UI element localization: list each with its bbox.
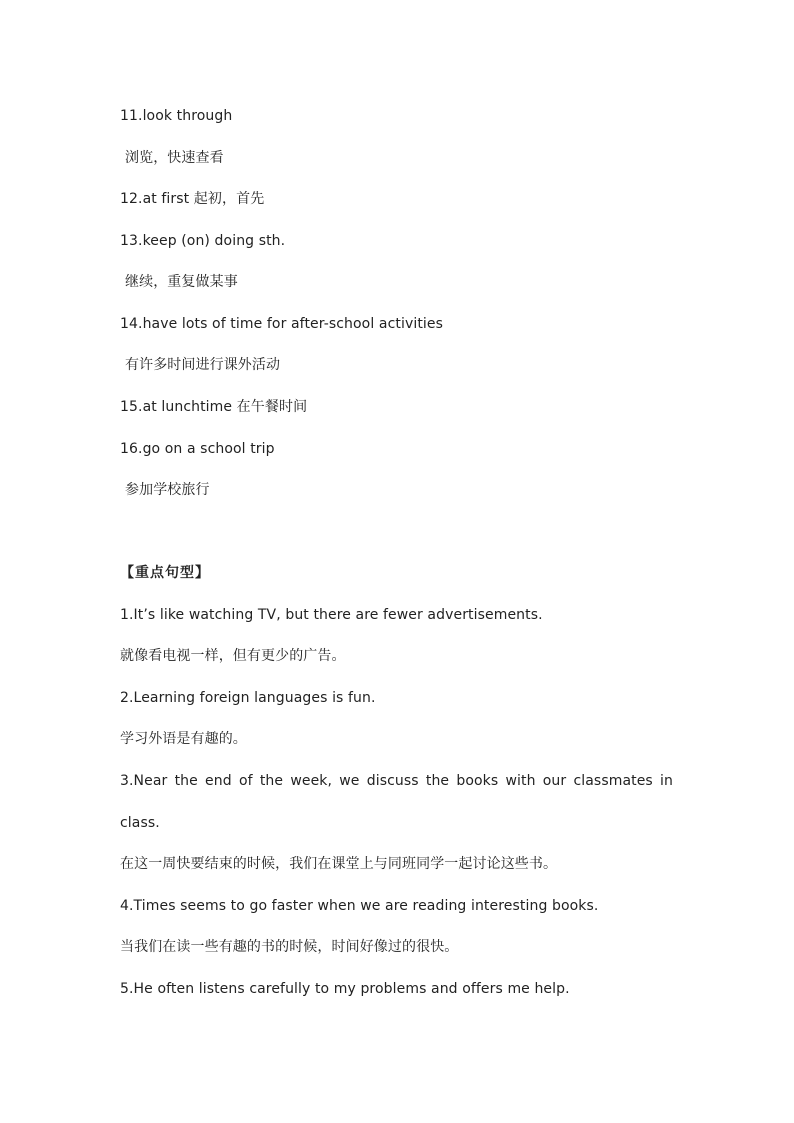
phrase-13-translation: 继续，重复做某事 — [125, 274, 238, 290]
sentence-1-translation: 就像看电视一样，但有更少的广告。 — [120, 648, 346, 664]
phrase-15: 15.at lunchtime 在午餐时间 — [120, 399, 308, 415]
phrase-11-translation: 浏览，快速查看 — [125, 150, 224, 166]
sentence-3-line-1: 3.Near the end of the week, we discuss the books with our classmates in — [120, 773, 673, 789]
sentence-4-translation: 当我们在读一些有趣的书的时候，时间好像过的很快。 — [120, 939, 459, 955]
sentence-1: 1.It’s like watching TV, but there are fewer advertisements. — [120, 607, 543, 623]
phrase-12: 12.at first 起初，首先 — [120, 191, 265, 207]
phrase-14: 14.have lots of time for after-school activities — [120, 316, 444, 332]
phrase-16: 16.go on a school trip — [120, 441, 275, 457]
sentence-2: 2.Learning foreign languages is fun. — [120, 690, 376, 706]
sentence-3-line-2: class. — [120, 815, 160, 831]
phrase-13: 13.keep (on) doing sth. — [120, 233, 286, 249]
phrase-14-translation: 有许多时间进行课外活动 — [125, 357, 281, 373]
sentence-2-translation: 学习外语是有趣的。 — [120, 731, 247, 747]
phrase-16-translation: 参加学校旅行 — [125, 482, 210, 498]
phrase-11: 11.look through — [120, 108, 233, 124]
sentence-5: 5.He often listens carefully to my problems and offers me help. — [120, 981, 570, 997]
sentence-4: 4.Times seems to go faster when we are reading interesting books. — [120, 898, 599, 914]
sentence-3-translation: 在这一周快要结束的时候，我们在课堂上与同班同学一起讨论这些书。 — [120, 856, 558, 872]
section-heading: 【重点句型】 — [120, 565, 210, 581]
